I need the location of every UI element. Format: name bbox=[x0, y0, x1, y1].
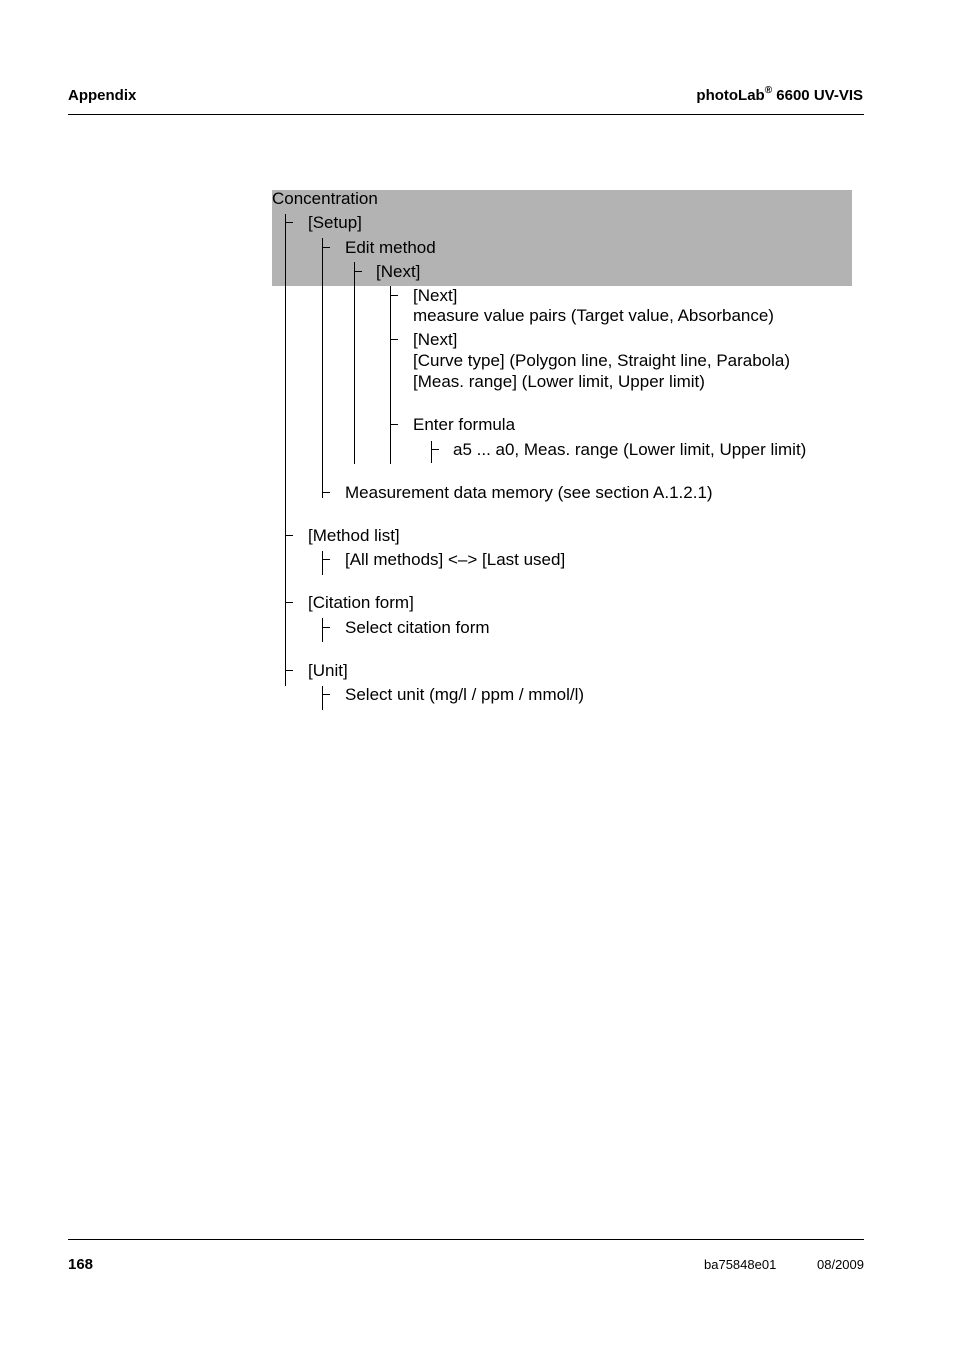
menu-item-next: [Next] bbox=[413, 330, 458, 349]
header-product-title bbox=[696, 86, 863, 106]
menu-item-enter-formula: Enter formula bbox=[413, 415, 516, 434]
branch-tick bbox=[285, 535, 293, 536]
menu-item-data-memory: Measurement data memory (see section A.1.2.1) bbox=[345, 483, 713, 502]
tree-line-level-1 bbox=[285, 214, 286, 686]
tree-line-formula bbox=[431, 441, 432, 463]
tree-line-next bbox=[390, 286, 391, 464]
header-section-title: Appendix bbox=[68, 87, 137, 104]
branch-tick bbox=[322, 492, 330, 493]
branch-tick bbox=[322, 694, 330, 695]
menu-item-select-citation: Select citation form bbox=[345, 618, 490, 637]
branch-tick bbox=[354, 271, 362, 272]
document-id: ba75848e01 bbox=[704, 1257, 777, 1272]
page-number: 168 bbox=[68, 1256, 94, 1273]
menu-item-setup: [Setup] bbox=[308, 213, 362, 232]
tree-line-method-list bbox=[322, 551, 323, 575]
branch-tick bbox=[285, 602, 293, 603]
menu-item-citation-form: [Citation form] bbox=[308, 593, 414, 612]
menu-item-method-list: [Method list] bbox=[308, 526, 400, 545]
tree-line-unit bbox=[322, 686, 323, 710]
product-model: 6600 UV-VIS bbox=[772, 87, 863, 104]
branch-tick bbox=[390, 339, 398, 340]
menu-item-formula-coeffs: a5 ... a0, Meas. range (Lower limit, Upper limit) bbox=[453, 440, 807, 459]
menu-item-curve-type: [Curve type] (Polygon line, Straight line, Parabola) bbox=[413, 351, 791, 370]
tree-line-edit-method bbox=[354, 262, 355, 464]
branch-tick bbox=[285, 222, 293, 223]
menu-item-unit: [Unit] bbox=[308, 661, 348, 680]
footer-rule bbox=[68, 1239, 864, 1240]
branch-tick bbox=[322, 559, 330, 560]
menu-item-next: [Next] bbox=[376, 262, 421, 281]
menu-item-all-methods: [All methods] <–> [Last used] bbox=[345, 550, 566, 569]
menu-item-select-unit: Select unit (mg/l / ppm / mmol/l) bbox=[345, 685, 585, 704]
branch-tick bbox=[285, 670, 293, 671]
menu-item-meas-range: [Meas. range] (Lower limit, Upper limit) bbox=[413, 372, 705, 391]
menu-item-edit-method: Edit method bbox=[345, 238, 436, 257]
menu-item-next: [Next] bbox=[413, 286, 458, 305]
product-name: photoLab bbox=[696, 87, 765, 104]
tree-line-citation bbox=[322, 618, 323, 642]
document-date: 08/2009 bbox=[817, 1257, 864, 1272]
branch-tick bbox=[431, 449, 439, 450]
menu-item-measure-pairs: measure value pairs (Target value, Absorbance) bbox=[413, 306, 774, 325]
menu-root-concentration: Concentration bbox=[272, 189, 378, 208]
branch-tick bbox=[322, 627, 330, 628]
branch-tick bbox=[390, 424, 398, 425]
tree-line-setup bbox=[322, 238, 323, 498]
branch-tick bbox=[390, 295, 398, 296]
branch-tick bbox=[322, 247, 330, 248]
registered-mark: ® bbox=[764, 85, 773, 96]
header-rule bbox=[68, 114, 864, 115]
